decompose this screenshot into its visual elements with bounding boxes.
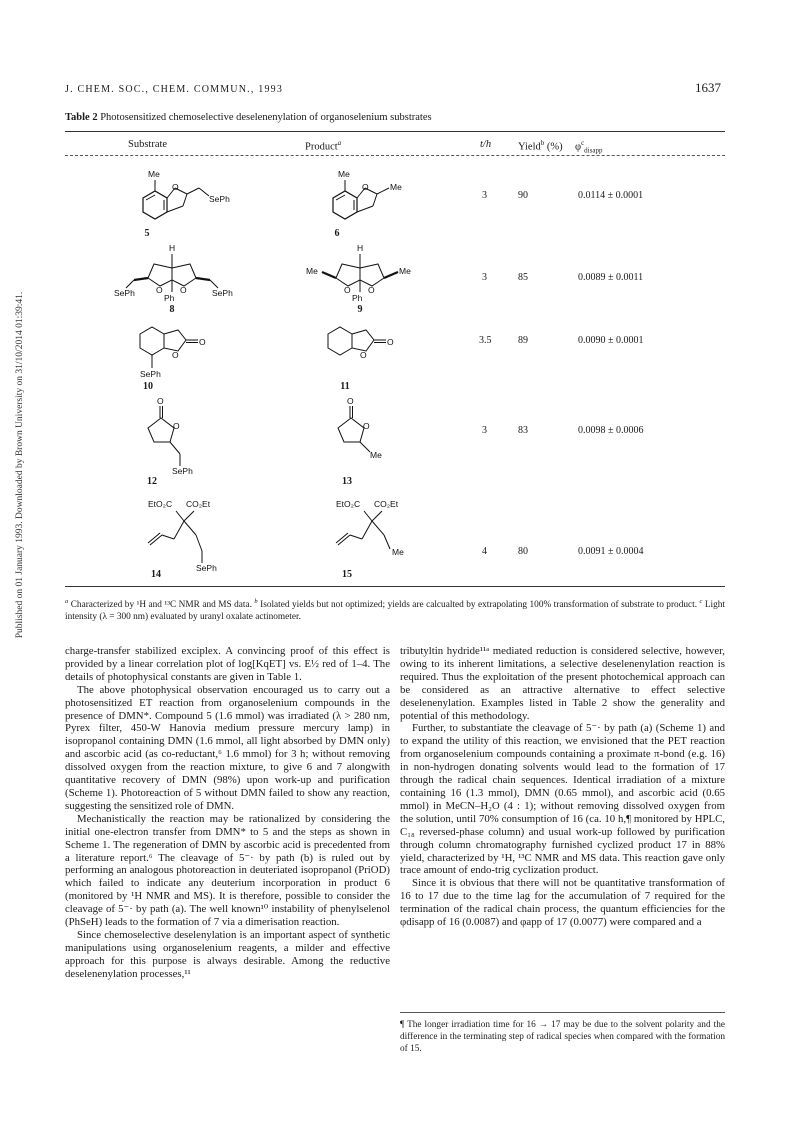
seph-label: SePh: [140, 369, 161, 379]
o-label: O: [347, 396, 354, 406]
me-label: Me: [148, 169, 160, 179]
o-label: O: [360, 350, 367, 360]
o-label: O: [387, 337, 394, 347]
row-1-time: 3: [482, 190, 487, 201]
row-3-phi: 0.0090 ± 0.0001: [578, 335, 644, 346]
seph-label: SePh: [196, 563, 217, 573]
row-3-time: 3.5: [479, 335, 492, 346]
ph-label: Ph: [164, 293, 175, 303]
page-footnote: ¶ The longer irradiation time for 16 → 17 may be due to the solvent polarity and the difference in the terminating step of radical species when compared with the formation of 15.: [400, 1020, 725, 1054]
o-label: O: [172, 350, 179, 360]
footnote-c: Light intensity (λ = 300 nm) evaluated by uranyl oxalate actinometer.: [65, 600, 726, 623]
o-label: O: [363, 421, 370, 431]
header-phi-sub: disapp: [584, 146, 603, 155]
header-product-sup: a: [337, 139, 342, 147]
compound-10-label: 10: [143, 381, 153, 392]
footnote-a: Characterized by ¹H and ¹³C NMR and MS data.: [68, 600, 255, 611]
row-5-time: 4: [482, 546, 487, 557]
o-label: O: [368, 285, 375, 295]
ester-label: EtO₂C: [148, 499, 173, 509]
right-column: [400, 645, 725, 929]
row-1-yield: 90: [518, 190, 528, 201]
structure-11: [318, 318, 458, 383]
row-1-phi: 0.0114 ± 0.0001: [578, 190, 644, 201]
header-time: t/h: [480, 139, 492, 150]
me-label: Me: [338, 169, 350, 179]
row-4-phi: 0.0098 ± 0.0006: [578, 425, 644, 436]
table-caption-text: Photosensitized chemoselective deselenenylation of organoselenium substrates: [97, 112, 432, 123]
o-label: O: [344, 285, 351, 295]
paragraph: Since it is obvious that there will not be quantitative transformation of 16 to 17 due to the time lag for the accumulation of 7 required for the termination of the radical chain process, the quantum efficiencies for the φdisapp of 16 (0.0087) and φapp of 17 (0.0077) were compared and a: [400, 877, 725, 929]
h-label: H: [169, 243, 176, 253]
structure-15: [326, 495, 456, 580]
row-3-yield: 89: [518, 335, 528, 346]
me-label: Me: [370, 450, 382, 460]
table-bottom-rule: [65, 586, 725, 587]
row-2-phi: 0.0089 ± 0.0011: [578, 272, 644, 283]
header-yield: [518, 139, 563, 153]
header-product: [305, 139, 341, 153]
table-caption: [65, 112, 432, 123]
o-label: O: [199, 337, 206, 347]
structure-6: [315, 160, 465, 232]
table-top-rule: [65, 131, 725, 132]
seph-label: SePh: [212, 288, 233, 298]
row-4-yield: 83: [518, 425, 528, 436]
ester-label: CO₂Et: [186, 499, 211, 509]
running-head: J. CHEM. SOC., CHEM. COMMUN., 1993: [65, 84, 284, 95]
header-yield-label: Yield: [518, 141, 541, 153]
me-label: Me: [306, 266, 318, 276]
seph-label: SePh: [209, 194, 230, 204]
ph-label: Ph: [352, 293, 363, 303]
row-5-phi: 0.0091 ± 0.0004: [578, 546, 644, 557]
paragraph: The above photophysical observation encouraged us to carry out a photosensitized ET reaction from organoselenium compounds in the presence of DMN*. Compound 5 (1.6 mmol) was irradiated (λ > 280 nm, Pyrex filter, 450-W Hanovia medium pressure mercury lamp) in isopropanol containing DMN (1.6 mmol, all light absorbed by DMN only) and ascorbic acid (as co-reductant,⁶ 1.6 mmol) for 3 h; without removing dissolved oxygen from the reaction mixture, to give 6 and 7 alongwith quantitative recovery of DMN (98%) upon work-up and purification (Scheme 1). Photoreaction of 5 without DMN failed to show any reaction, suggesting the sensitized role of DMN.: [65, 683, 390, 812]
seph-label: SePh: [114, 288, 135, 298]
download-notice: Published on 01 January 1993. Downloaded by Brown University on 31/10/2014 01:39:41.: [15, 291, 25, 639]
structure-9: [300, 240, 470, 315]
footnote-rule: [400, 1012, 725, 1013]
compound-6-label: 6: [334, 228, 340, 239]
compound-9-label: 9: [357, 304, 363, 315]
table-footnotes: [65, 596, 725, 623]
o-label: O: [172, 182, 179, 192]
o-label: O: [157, 396, 164, 406]
header-yield-unit: (%): [544, 141, 563, 153]
structure-8: [112, 240, 282, 315]
footnote-a-marker: a: [65, 598, 69, 605]
header-product-label: Product: [305, 141, 338, 153]
seph-label: SePh: [172, 466, 193, 476]
structure-13: [330, 396, 440, 476]
header-phi-symbol: φ: [575, 141, 582, 153]
compound-12-label: 12: [147, 476, 157, 487]
compound-14-label: 14: [151, 569, 161, 580]
me-label: Me: [392, 547, 404, 557]
ester-label: CO₂Et: [374, 499, 399, 509]
row-5-yield: 80: [518, 546, 528, 557]
structure-5: [125, 160, 275, 232]
o-label: O: [156, 285, 163, 295]
footnote-b: Isolated yields but not optimized; yields are calcualted by extrapolating 100% transformation of substrate to product.: [257, 600, 700, 611]
left-column: [65, 645, 390, 981]
footnote-c-marker: c: [699, 598, 703, 605]
row-4-time: 3: [482, 425, 487, 436]
row-2-yield: 85: [518, 272, 528, 283]
paragraph: charge-transfer stabilized exciplex. A convincing proof of this effect is provided by a linear correlation plot of log[KqET] vs. E½ red of 1–4. The details of photophysical constants are given in Table 1.: [65, 645, 390, 683]
table-header-rule: [65, 155, 725, 156]
o-label: O: [362, 182, 369, 192]
paragraph: Since chemoselective deselenylation is an important aspect of synthetic manipulations using organoselenium reagents, a milder and effective approach for this purpose is always desirable. Among the reductive deselenenylation processes,¹¹: [65, 928, 390, 980]
structure-10: [130, 318, 270, 383]
header-substrate: Substrate: [128, 139, 168, 150]
page-number: 1637: [695, 80, 721, 95]
footnote-b-marker: b: [254, 598, 258, 605]
compound-5-label: 5: [144, 228, 150, 239]
header-yield-sup: b: [540, 139, 545, 147]
o-label: O: [180, 285, 187, 295]
row-2-time: 3: [482, 272, 487, 283]
compound-11-label: 11: [340, 381, 350, 392]
h-label: H: [357, 243, 364, 253]
me-label: Me: [399, 266, 411, 276]
compound-13-label: 13: [342, 476, 352, 487]
paragraph: tributyltin hydride¹¹ᵃ mediated reduction is considered selective, however, owing to its inherent limitations, a selective deselenenylation reaction is required. Thus the exploitation of the present photochemical approach can be considered as an attractive alternative to effect selective deselenenylation. Examples listed in Table 2 show the generality and potential of this methodology.: [400, 645, 725, 722]
table-label: Table 2: [65, 112, 98, 123]
compound-8-label: 8: [169, 304, 175, 315]
structure-12: [140, 396, 250, 476]
me-label: Me: [390, 182, 402, 192]
ester-label: EtO₂C: [336, 499, 361, 509]
compound-15-label: 15: [342, 569, 352, 580]
header-phi: [575, 139, 602, 155]
header-phi-sup: c: [581, 139, 585, 147]
paragraph: Further, to substantiate the cleavage of 5⁻· by path (a) (Scheme 1) and to expand the utility of this reaction, we envisioned that the PET reaction from organoselenium compounds containing a proximate π-bond (e.g. 16) in non-hydrogen donating solvents would lead to the formation of 17 through the radical chain sequences. Identical irradiation of a mixture containing 16 (1.3 mmol), DMN (0.65 mmol), and ascorbic acid (0.65 mmol) in MeCN–H₂O (4 : 1); without removing dissolved oxygen from the solution, until 70% consumption of 16 (ca. 10 h,¶ monitored by HPLC, C₁₈ reversed-phase column) and usual work-up followed by purification through column chromatography furnished cyclized product 17 in 88% yield, characterized by ¹H, ¹³C NMR and MS data. This reaction gave only trace amount of endo-trig cyclization product.: [400, 722, 725, 877]
structure-14: [138, 495, 268, 580]
o-label: O: [173, 421, 180, 431]
paragraph: Mechanistically the reaction may be rationalized by considering the initial one-electron transfer from DMN* to 5 and the steps as shown in Scheme 1. The regeneration of DMN by ascorbic acid is precedented from a literature report.⁶ The cleavage of 5⁻· by path (b) is ruled out by performing an analogous photoreaction in deuteriated isopropanol (PriOD) which failed to indicate any deuterium incorporation in product 6 (monitored by ¹H NMR and MS). It is therefore, possible to consider the cleavage of 5⁻· by path (a). The well known¹⁰ instability of phenylselenol (PhSeH) leads to the formation of 7 via a dimerisation reaction.: [65, 812, 390, 929]
